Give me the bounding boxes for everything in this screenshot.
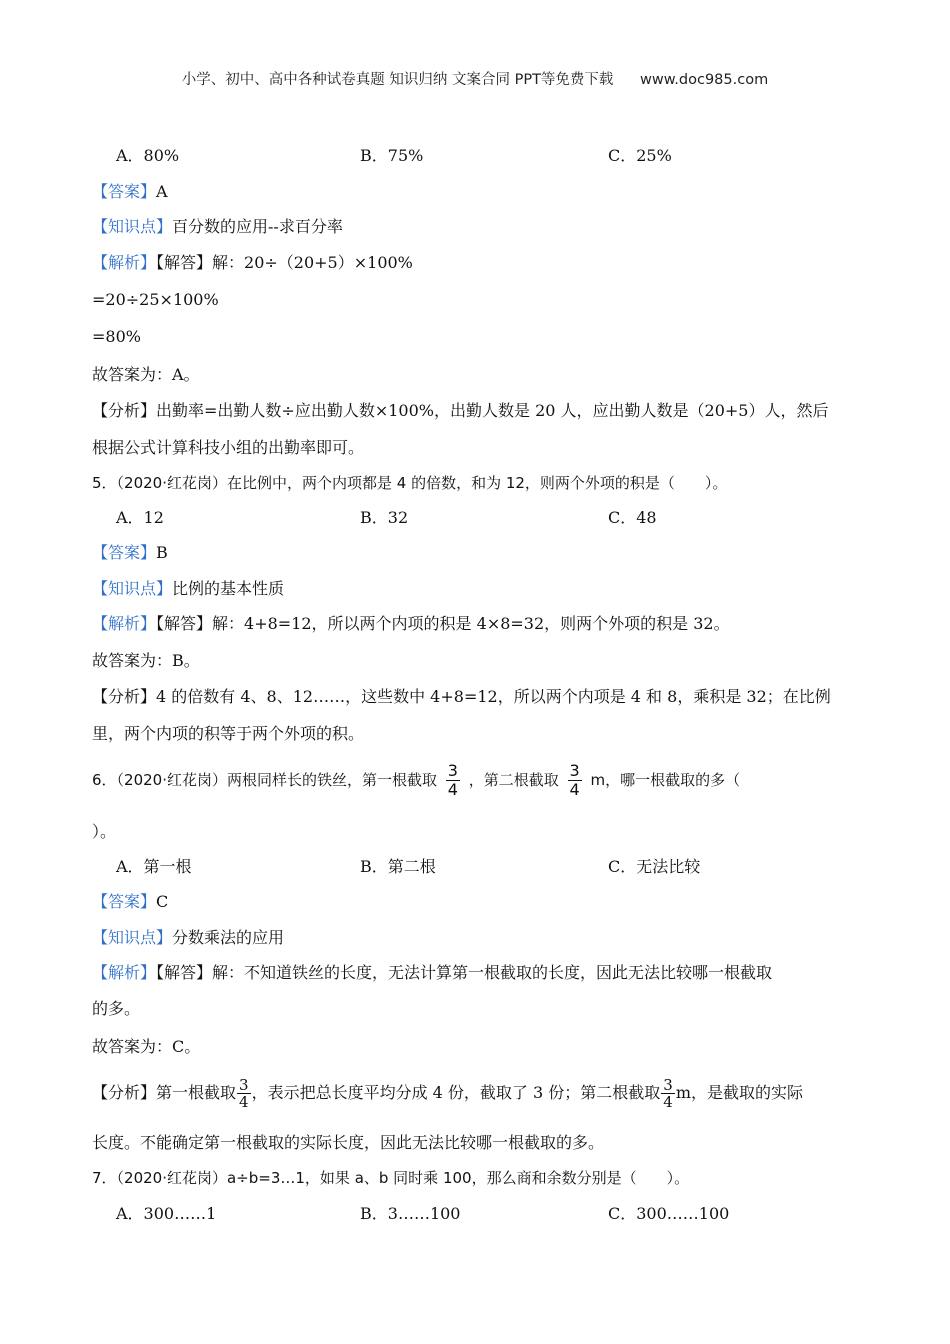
fraction-three-quarters — [237, 1077, 251, 1110]
analysis-text: 【解答】解：20÷（20+5）×100% — [156, 253, 413, 272]
knowledge-text: 比例的基本性质 — [172, 579, 285, 598]
q4-answer — [92, 182, 168, 202]
q6-knowledge-point — [92, 928, 284, 948]
answer-tag: 【答案】 — [92, 543, 157, 562]
q6-fenxi-line-1 — [92, 1072, 803, 1114]
q6-option-b: B．第二根 — [360, 857, 436, 876]
q4-step-1: =20÷25×100% — [92, 290, 219, 309]
knowledge-tag: 【知识点】 — [92, 928, 173, 947]
answer-value: B — [156, 543, 168, 562]
knowledge-text: 分数乘法的应用 — [172, 928, 285, 947]
q6-stem-part-c: m，哪一根截取的多（ — [590, 771, 741, 789]
q5-answer — [92, 543, 168, 563]
q6-stem-part-b: ，第二根截取 — [468, 771, 559, 789]
knowledge-text: 百分数的应用--求百分率 — [172, 217, 343, 236]
answer-tag: 【答案】 — [92, 892, 157, 911]
fenxi-tag: 【分析】 — [92, 1083, 157, 1102]
fenxi-tag: 【分析】 — [92, 401, 157, 420]
fenxi-tag: 【分析】 — [92, 687, 157, 706]
q6-option-c: C．无法比较 — [608, 857, 701, 876]
header-text: 小学、初中、高中各种试卷真题 知识归纳 文案合同 PPT等免费下载 — [181, 72, 614, 88]
q5-stem: 5．（2020·红花岗）在比例中，两个内项都是 4 的倍数，和为 12，则两个外项的积是（ ）。 — [92, 474, 728, 492]
fraction-denominator: 4 — [663, 1093, 673, 1111]
q5-knowledge-point — [92, 579, 284, 599]
q4-option-b: B．75% — [360, 146, 424, 165]
fraction-three-quarters — [661, 1077, 675, 1110]
analysis-text: 【解答】解：4+8=12，所以两个内项的积是 4×8=32，则两个外项的积是 32。 — [156, 614, 730, 633]
fenxi-part-b: ，表示把总长度平均分成 4 份，截取了 3 份；第二根截取 — [251, 1083, 661, 1102]
q5-option-b: B．32 — [360, 508, 409, 527]
q6-stem-part-d: ）。 — [92, 822, 117, 841]
header-url[interactable]: www.doc985.com — [640, 72, 769, 88]
q6-stem-part-a: 6．（2020·红花岗）两根同样长的铁丝，第一根截取 — [92, 771, 437, 789]
fenxi-text: 4 的倍数有 4、8、12……，这些数中 4+8=12，所以两个内项是 4 和 8，乘积是 32；在比例 — [156, 687, 831, 706]
q5-option-c: C．48 — [608, 508, 657, 527]
q7-stem: 7．（2020·红花岗）a÷b=3…1，如果 a、b 同时乘 100，那么商和余数分别是（ ）。 — [92, 1169, 690, 1187]
q4-analysis — [92, 253, 413, 273]
fraction-denominator: 4 — [239, 1093, 249, 1111]
answer-value: A — [156, 182, 168, 201]
q7-option-a: A．300……1 — [116, 1204, 217, 1223]
q7-option-b: B．3……100 — [360, 1204, 461, 1223]
fraction-numerator: 3 — [569, 761, 580, 780]
q6-fenxi-line-2: 长度。不能确定第一根截取的实际长度，因此无法比较哪一根截取的多。 — [92, 1133, 605, 1152]
q6-answer — [92, 892, 168, 912]
analysis-text: 【解答】解：不知道铁丝的长度，无法计算第一根截取的长度，因此无法比较哪一根截取 — [156, 963, 773, 982]
fraction-denominator: 4 — [569, 780, 580, 799]
answer-tag: 【答案】 — [92, 182, 157, 201]
q4-option-a: A．80% — [116, 146, 180, 165]
q6-option-a: A．第一根 — [116, 857, 192, 876]
analysis-tag: 【解析】 — [92, 253, 157, 272]
fenxi-part-c: m，是截取的实际 — [675, 1083, 804, 1102]
q5-option-a: A．12 — [116, 508, 164, 527]
q4-step-2: =80% — [92, 327, 141, 346]
page-header — [0, 68, 950, 89]
fraction-denominator: 4 — [447, 780, 458, 799]
q6-stem — [92, 758, 740, 802]
fraction-numerator: 3 — [663, 1076, 673, 1094]
fenxi-part-a: 第一根截取 — [156, 1083, 237, 1102]
fraction-three-quarters — [568, 762, 582, 799]
q5-analysis — [92, 614, 730, 634]
q6-analysis-line-1 — [92, 963, 772, 983]
answer-value: C — [156, 892, 169, 911]
q5-fenxi-line-1 — [92, 687, 831, 707]
q6-conclusion: 故答案为：C。 — [92, 1037, 201, 1056]
fraction-numerator: 3 — [239, 1076, 249, 1094]
fraction-numerator: 3 — [447, 761, 458, 780]
analysis-tag: 【解析】 — [92, 614, 157, 633]
fraction-three-quarters — [446, 762, 460, 799]
fenxi-text: 出勤率=出勤人数÷应出勤人数×100%，出勤人数是 20 人，应出勤人数是（20+5）人，然后 — [156, 401, 829, 420]
q6-analysis-line-2: 的多。 — [92, 999, 141, 1018]
q5-conclusion: 故答案为：B。 — [92, 651, 200, 670]
q4-fenxi-line-2: 根据公式计算科技小组的出勤率即可。 — [92, 438, 365, 457]
q4-option-c: C．25% — [608, 146, 672, 165]
q7-option-c: C．300……100 — [608, 1204, 730, 1223]
analysis-tag: 【解析】 — [92, 963, 157, 982]
q4-fenxi-line-1 — [92, 401, 828, 421]
knowledge-tag: 【知识点】 — [92, 579, 173, 598]
q4-knowledge-point — [92, 217, 343, 237]
q4-conclusion: 故答案为：A。 — [92, 365, 200, 384]
knowledge-tag: 【知识点】 — [92, 217, 173, 236]
q5-fenxi-line-2: 里，两个内项的积等于两个外项的积。 — [92, 724, 365, 743]
